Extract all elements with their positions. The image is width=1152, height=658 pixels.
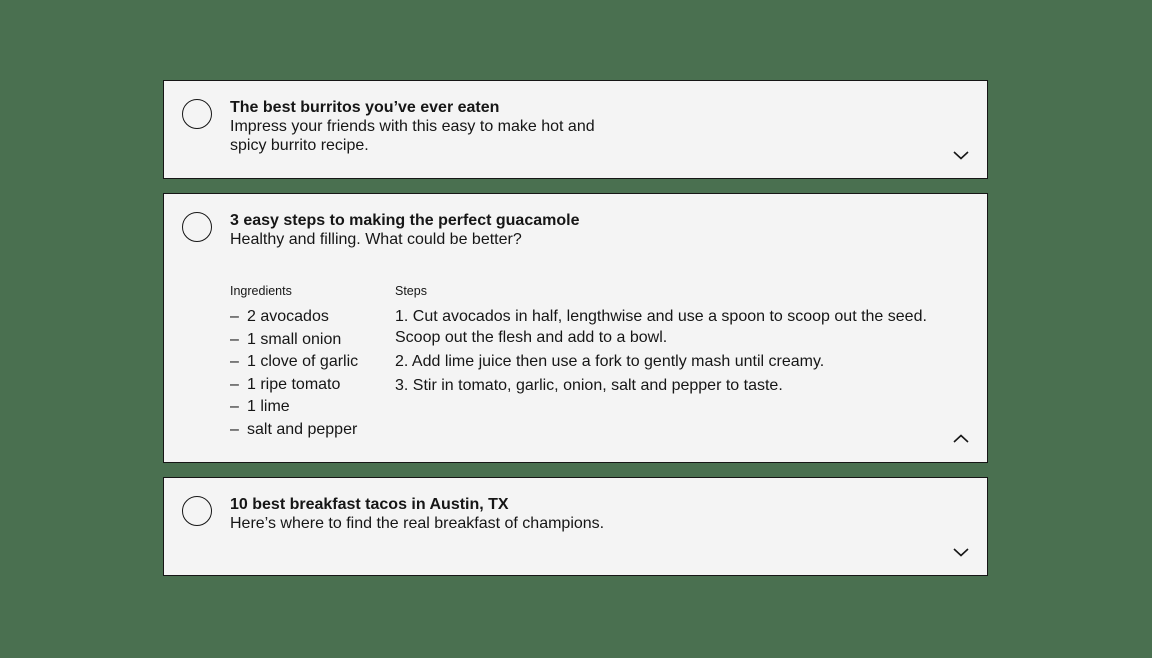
ingredients-column <box>230 283 395 442</box>
dash-marker: – <box>230 375 239 393</box>
step-item: 3. Stir in tomato, garlic, onion, salt and pepper to taste. <box>395 377 783 394</box>
card-title: The best burritos you’ve ever eaten <box>230 99 500 116</box>
recipe-details <box>230 283 969 442</box>
ingredient-item: – 1 clove of garlic <box>230 351 395 374</box>
chevron-down-icon[interactable] <box>953 547 969 557</box>
ingredient-item: – 1 small onion <box>230 329 395 352</box>
avatar-circle-icon <box>182 99 212 129</box>
steps-label: Steps <box>395 284 427 298</box>
ingredient-item: – 2 avocados <box>230 306 395 329</box>
ingredient-item: – salt and pepper <box>230 419 395 442</box>
card-title: 3 easy steps to making the perfect guacamole <box>230 212 580 229</box>
card-description: Impress your friends with this easy to make hot and spicy burrito recipe. <box>230 118 595 154</box>
dash-marker: – <box>230 420 239 438</box>
card-header <box>230 211 969 249</box>
avatar-circle-icon <box>182 212 212 242</box>
accordion-card-guacamole[interactable] <box>163 193 988 463</box>
ingredients-label: Ingredients <box>230 284 292 298</box>
dash-marker: – <box>230 330 239 348</box>
steps-list <box>395 306 955 396</box>
ingredient-item: – 1 ripe tomato <box>230 374 395 397</box>
step-item: 1. Cut avocados in half, lengthwise and use a spoon to scoop out the seed. Scoop out the flesh and add to a bowl. <box>395 308 927 346</box>
card-header <box>230 98 969 155</box>
dash-marker: – <box>230 308 239 325</box>
accordion-card-burritos[interactable] <box>163 80 988 179</box>
chevron-up-icon[interactable] <box>953 434 969 444</box>
accordion-card-tacos[interactable] <box>163 477 988 576</box>
avatar-circle-icon <box>182 496 212 526</box>
dash-marker: – <box>230 398 239 416</box>
card-title: 10 best breakfast tacos in Austin, TX <box>230 496 509 513</box>
ingredients-list <box>230 306 395 442</box>
card-header <box>230 495 969 533</box>
step-item: 2. Add lime juice then use a fork to gently mash until creamy. <box>395 353 825 370</box>
card-description: Healthy and filling. What could be better? <box>230 231 522 248</box>
ingredient-item: – 1 lime <box>230 396 395 419</box>
steps-column <box>395 283 955 399</box>
card-description: Here’s where to find the real breakfast of champions. <box>230 515 605 532</box>
chevron-down-icon[interactable] <box>953 150 969 160</box>
dash-marker: – <box>230 353 239 371</box>
